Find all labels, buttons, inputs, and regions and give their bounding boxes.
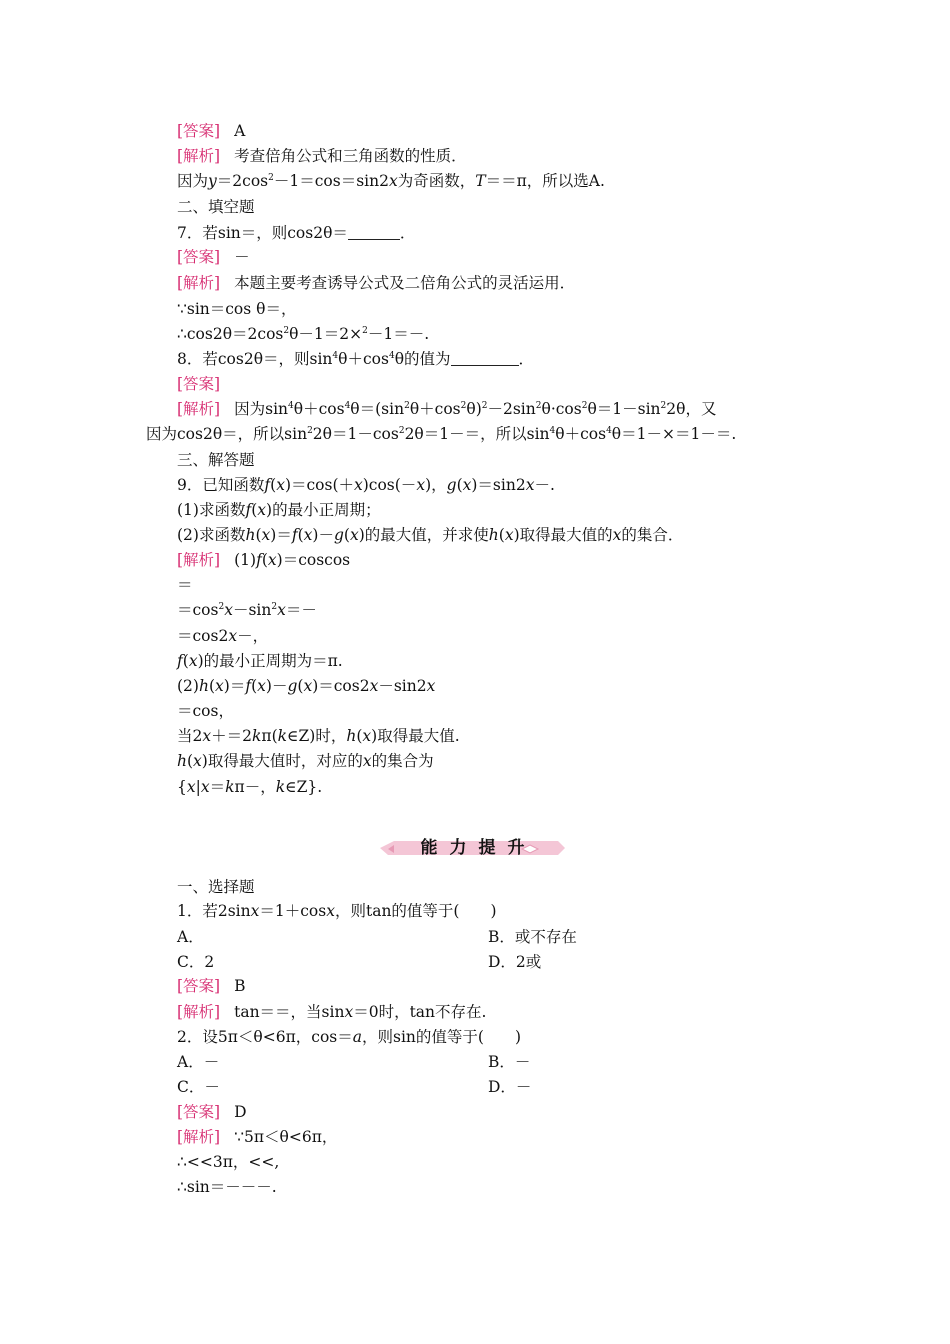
options-row: [177, 1076, 777, 1098]
analysis-text: ＝cos，: [177, 702, 234, 720]
answer-line-7: [答案] －: [177, 248, 250, 266]
analysis-line-6: [解析] 考查倍角公式和三角函数的性质．: [177, 147, 467, 165]
question-7: 7．若sin＝，则cos2θ＝ ．: [177, 224, 416, 242]
options-row: [177, 926, 777, 948]
question-8: 8．若cos2θ＝，则$\sin^4\theta+\cos^4\theta$的值为 ．: [177, 350, 535, 368]
option-b: B．或不存在: [488, 928, 577, 946]
answer-line-2: [答案] D: [177, 1103, 247, 1121]
analysis-line-8: [解析] 因为$\sin^4\theta+\cos^4\theta=(\sin^2\theta+\cos^2\theta)^2-2\sin^2\theta\cdot\cos^2\theta=1-\sin^22\theta$，又: [177, 400, 717, 418]
analysis-text: ∴sin＝－－－.: [177, 1178, 277, 1196]
analysis-text: $\therefore\cos 2\theta=2\cos^2\theta-1=2\times^2-1=-$.: [177, 325, 430, 343]
analysis-line-9: [解析] (1)f(x)＝coscos: [177, 551, 351, 569]
analysis-text: ∵sin＝cos θ＝，: [177, 300, 297, 318]
analysis-text: (2)h(x)＝f(x)－g(x)＝cos2x－sin2x: [177, 677, 436, 695]
analysis-text: ∴<<3π，<<,: [177, 1153, 280, 1171]
section-banner-title: 能力提升: [420, 838, 537, 858]
answer-blank: [451, 351, 519, 366]
answer-line-8: [答案]: [177, 375, 221, 393]
question-9-part-2: (2)求函数h(x)＝f(x)－g(x)的最大值，并求使h(x)取得最大值的x的集合．: [177, 526, 684, 544]
option-b: B．－: [488, 1053, 531, 1071]
section-heading-choice: 一、选择题: [177, 878, 255, 896]
section-heading-solve: 三、解答题: [177, 451, 255, 469]
option-d: D．－: [488, 1078, 532, 1096]
analysis-text: 因为cos2θ＝，所以$\sin^22\theta=1-\cos^22\theta=1-=$，所以$\sin^4\theta+\cos^4\theta=1-\times=1-=$.: [146, 425, 737, 443]
option-c: C．2: [177, 953, 215, 971]
options-row: [177, 1051, 777, 1073]
analysis-text: h(x)取得最大值时，对应的x的集合为: [177, 752, 434, 770]
answer-blank: [348, 225, 400, 240]
analysis-text: $=\cos^2x-\sin^2x=-$: [177, 601, 317, 619]
answer-tag: [答案]: [177, 122, 221, 140]
analysis-text: ＝: [177, 576, 193, 594]
answer-line-6: [答案] A: [177, 122, 246, 140]
options-row: [177, 951, 777, 973]
question-9: 9．已知函数f(x)＝cos(＋x)cos(－x)，g(x)＝sin2x－.: [177, 476, 555, 494]
answer-line-1: [答案] B: [177, 977, 246, 995]
analysis-text: {x|x＝kπ－，k∈Z}.: [177, 778, 323, 796]
question-2: 2．设5π＜θ<6π，cos＝a，则sin的值等于( ): [177, 1028, 521, 1046]
analysis-line-1: [解析] tan＝＝，当sinx＝0时，tan不存在.: [177, 1003, 487, 1021]
option-a: A．: [177, 928, 204, 946]
question-1: 1．若2sinx＝1＋cosx，则tan的值等于( ): [177, 902, 497, 920]
analysis-text: ＝cos2x－，: [177, 627, 269, 645]
analysis-tag: [解析]: [177, 147, 221, 165]
analysis-line-2: [解析] ∵5π＜θ<6π，: [177, 1128, 338, 1146]
question-9-part-1: (1)求函数f(x)的最小正周期；: [177, 501, 381, 519]
analysis-line-7: [解析] 本题主要考查诱导公式及二倍角公式的灵活运用．: [177, 274, 576, 292]
option-c: C．－: [177, 1078, 220, 1096]
section-heading-fill: 二、填空题: [177, 198, 255, 216]
option-a: A．－: [177, 1053, 220, 1071]
analysis-text: 因为$y=2\cos^2-1=\cos=\sin 2x$为奇函数，T＝＝π，所以选A.: [177, 172, 605, 190]
option-d: D．2或: [488, 953, 542, 971]
analysis-text: 当2x＋＝2kπ(k∈Z)时，h(x)取得最大值.: [177, 727, 460, 745]
analysis-text: f(x)的最小正周期为＝π.: [177, 652, 343, 670]
